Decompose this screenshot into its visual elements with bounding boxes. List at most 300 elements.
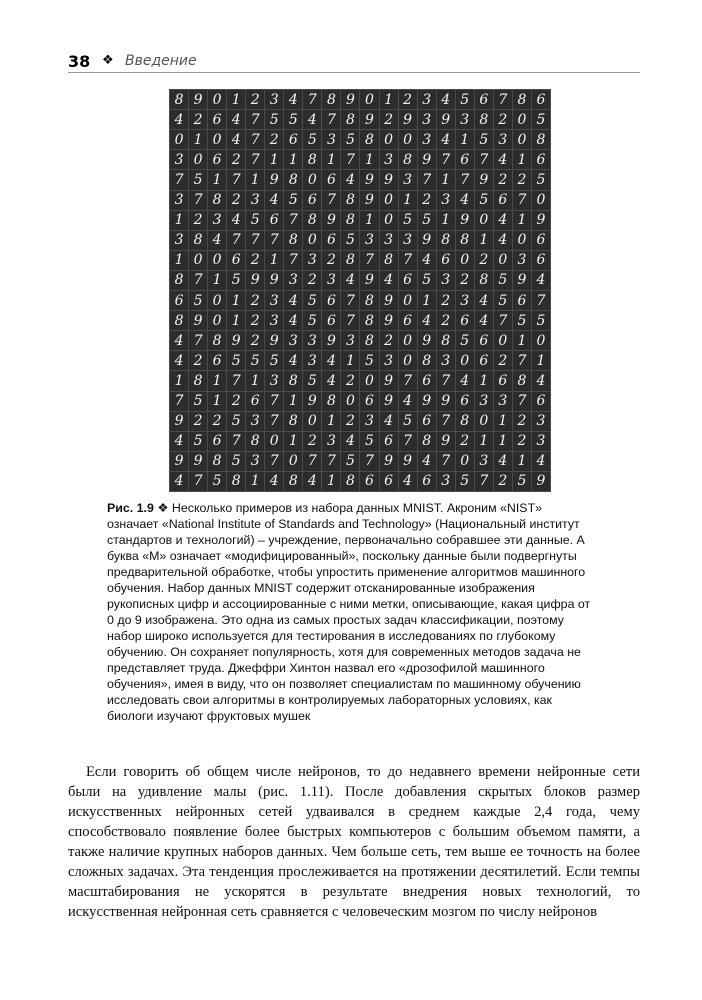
- digit-cell: 4: [341, 432, 359, 451]
- digit-cell: 4: [475, 311, 493, 330]
- digit-cell: 9: [475, 170, 493, 189]
- digit-cell: 8: [208, 452, 226, 471]
- digit-cell: 8: [475, 271, 493, 290]
- digit-cell: 3: [475, 392, 493, 411]
- digit-cell: 8: [456, 412, 474, 431]
- digit-cell: 6: [208, 432, 226, 451]
- digit-cell: 2: [418, 191, 436, 210]
- digit-cell: 4: [284, 90, 302, 109]
- digit-cell: 7: [475, 472, 493, 491]
- digit-cell: 3: [494, 392, 512, 411]
- digit-cell: 2: [246, 251, 264, 270]
- digit-cell: 6: [532, 231, 550, 250]
- digit-cell: 9: [189, 90, 207, 109]
- digit-cell: 3: [170, 231, 188, 250]
- digit-cell: 9: [360, 191, 378, 210]
- digit-cell: 3: [303, 251, 321, 270]
- digit-cell: 2: [380, 110, 398, 129]
- digit-cell: 9: [380, 452, 398, 471]
- digit-cell: 8: [341, 110, 359, 129]
- digit-cell: 1: [208, 170, 226, 189]
- digit-cell: 6: [360, 472, 378, 491]
- digit-cell: 0: [208, 130, 226, 149]
- digit-cell: 8: [341, 472, 359, 491]
- digit-cell: 3: [437, 191, 455, 210]
- digit-cell: 0: [189, 251, 207, 270]
- digit-cell: 3: [246, 452, 264, 471]
- digit-cell: 3: [246, 191, 264, 210]
- digit-cell: 7: [227, 231, 245, 250]
- digit-cell: 7: [513, 191, 531, 210]
- digit-cell: 6: [418, 412, 436, 431]
- digit-cell: 7: [532, 291, 550, 310]
- digit-cell: 7: [189, 331, 207, 350]
- digit-cell: 4: [170, 351, 188, 370]
- digit-cell: 3: [170, 150, 188, 169]
- digit-cell: 0: [513, 231, 531, 250]
- digit-cell: 1: [341, 351, 359, 370]
- digit-cell: 5: [265, 110, 283, 129]
- digit-cell: 6: [532, 251, 550, 270]
- digit-cell: 4: [208, 231, 226, 250]
- digit-cell: 0: [513, 130, 531, 149]
- digit-cell: 2: [322, 251, 340, 270]
- digit-cell: 7: [227, 371, 245, 390]
- digit-cell: 6: [418, 371, 436, 390]
- digit-cell: 5: [265, 351, 283, 370]
- digit-cell: 7: [494, 311, 512, 330]
- digit-cell: 1: [513, 452, 531, 471]
- digit-cell: 7: [437, 412, 455, 431]
- digit-cell: 1: [437, 170, 455, 189]
- digit-cell: 4: [341, 271, 359, 290]
- digit-cell: 2: [513, 432, 531, 451]
- digit-cell: 2: [513, 170, 531, 189]
- digit-cell: 5: [341, 452, 359, 471]
- digit-cell: 9: [380, 311, 398, 330]
- digit-cell: 0: [532, 331, 550, 350]
- digit-cell: 1: [475, 231, 493, 250]
- digit-cell: 8: [246, 432, 264, 451]
- digit-cell: 9: [532, 472, 550, 491]
- digit-cell: 0: [208, 251, 226, 270]
- digit-cell: 3: [341, 331, 359, 350]
- digit-cell: 0: [380, 211, 398, 230]
- digit-cell: 4: [494, 452, 512, 471]
- digit-cell: 9: [360, 110, 378, 129]
- digit-cell: 3: [284, 271, 302, 290]
- digit-cell: 3: [380, 150, 398, 169]
- digit-cell: 8: [170, 311, 188, 330]
- digit-cell: 0: [532, 191, 550, 210]
- digit-cell: 8: [513, 371, 531, 390]
- digit-cell: 5: [303, 371, 321, 390]
- digit-cell: 9: [380, 371, 398, 390]
- digit-cell: 8: [456, 231, 474, 250]
- digit-cell: 5: [456, 90, 474, 109]
- digit-cell: 7: [189, 191, 207, 210]
- digit-cell: 6: [303, 191, 321, 210]
- digit-cell: 1: [456, 130, 474, 149]
- digit-cell: 5: [475, 130, 493, 149]
- digit-cell: 7: [189, 271, 207, 290]
- digit-cell: 9: [360, 170, 378, 189]
- digit-cell: 5: [360, 432, 378, 451]
- digit-cell: 3: [246, 412, 264, 431]
- digit-cell: 9: [418, 150, 436, 169]
- digit-cell: 8: [227, 472, 245, 491]
- digit-cell: 3: [418, 130, 436, 149]
- digit-cell: 6: [322, 311, 340, 330]
- digit-cell: 5: [494, 271, 512, 290]
- digit-cell: 5: [399, 412, 417, 431]
- digit-cell: 5: [227, 351, 245, 370]
- digit-cell: 1: [208, 392, 226, 411]
- digit-cell: 6: [265, 211, 283, 230]
- digit-cell: 7: [341, 291, 359, 310]
- digit-cell: 3: [208, 211, 226, 230]
- digit-cell: 6: [494, 191, 512, 210]
- digit-cell: 1: [494, 412, 512, 431]
- digit-cell: 4: [494, 231, 512, 250]
- digit-cell: 1: [265, 251, 283, 270]
- digit-cell: 6: [208, 150, 226, 169]
- digit-cell: 9: [170, 412, 188, 431]
- digit-cell: 1: [475, 371, 493, 390]
- digit-cell: 8: [341, 191, 359, 210]
- digit-cell: 3: [532, 432, 550, 451]
- digit-cell: 7: [513, 351, 531, 370]
- digit-cell: 6: [399, 311, 417, 330]
- digit-cell: 0: [303, 231, 321, 250]
- digit-cell: 5: [456, 472, 474, 491]
- digit-cell: 1: [322, 150, 340, 169]
- digit-cell: 7: [322, 191, 340, 210]
- digit-cell: 4: [265, 472, 283, 491]
- digit-cell: 5: [399, 211, 417, 230]
- digit-cell: 5: [246, 351, 264, 370]
- digit-cell: 9: [399, 452, 417, 471]
- digit-cell: 4: [265, 191, 283, 210]
- digit-cell: 2: [494, 110, 512, 129]
- digit-cell: 3: [532, 412, 550, 431]
- digit-cell: 7: [265, 452, 283, 471]
- digit-cell: 2: [456, 271, 474, 290]
- digit-cell: 6: [532, 90, 550, 109]
- page-number: 38: [68, 52, 91, 71]
- digit-cell: 2: [265, 130, 283, 149]
- digit-cell: 9: [265, 170, 283, 189]
- digit-cell: 9: [532, 211, 550, 230]
- digit-cell: 5: [189, 392, 207, 411]
- digit-cell: 6: [399, 271, 417, 290]
- digit-cell: 5: [418, 271, 436, 290]
- digit-cell: 0: [170, 130, 188, 149]
- digit-cell: 5: [189, 291, 207, 310]
- digit-cell: 4: [475, 291, 493, 310]
- digit-cell: 0: [513, 110, 531, 129]
- digit-cell: 7: [399, 251, 417, 270]
- digit-cell: 3: [322, 432, 340, 451]
- digit-cell: 6: [456, 150, 474, 169]
- digit-cell: 3: [399, 231, 417, 250]
- digit-cell: 1: [170, 371, 188, 390]
- digit-cell: 6: [322, 170, 340, 189]
- digit-cell: 8: [322, 392, 340, 411]
- digit-cell: 6: [322, 291, 340, 310]
- digit-cell: 9: [322, 211, 340, 230]
- digit-cell: 7: [303, 90, 321, 109]
- digit-cell: 8: [284, 412, 302, 431]
- digit-cell: 6: [380, 432, 398, 451]
- digit-cell: 5: [208, 472, 226, 491]
- digit-cell: 3: [380, 351, 398, 370]
- digit-cell: 3: [380, 231, 398, 250]
- digit-cell: 6: [418, 472, 436, 491]
- digit-cell: 8: [208, 191, 226, 210]
- digit-cell: 3: [456, 291, 474, 310]
- digit-cell: 1: [170, 251, 188, 270]
- digit-cell: 7: [360, 251, 378, 270]
- digit-cell: 4: [494, 211, 512, 230]
- digit-cell: 1: [189, 130, 207, 149]
- digit-cell: 9: [265, 271, 283, 290]
- digit-cell: 8: [360, 331, 378, 350]
- digit-cell: 0: [399, 331, 417, 350]
- digit-cell: 7: [360, 452, 378, 471]
- digit-cell: 9: [303, 392, 321, 411]
- digit-cell: 0: [265, 432, 283, 451]
- digit-cell: 3: [265, 291, 283, 310]
- digit-cell: 2: [437, 311, 455, 330]
- digit-cell: 2: [303, 271, 321, 290]
- digit-cell: 3: [303, 331, 321, 350]
- digit-cell: 3: [399, 170, 417, 189]
- digit-cell: 6: [456, 311, 474, 330]
- digit-cell: 9: [418, 231, 436, 250]
- digit-cell: 7: [265, 231, 283, 250]
- digit-cell: 1: [437, 211, 455, 230]
- digit-cell: 0: [360, 90, 378, 109]
- body-paragraph: Если говорить об общем числе нейронов, то до недавнего времени нейронные сети были на удивление малы (рис. 1.11). После добавления скрытых блоков размер искусственных нейронных сетей удваивался в среднем каждые 2,4 года, чему способствовало появление более быстрых компьютеров с большим объемом памяти, а также наличие крупных наборов данных. Чем больше сеть, тем выше ее точность на более сложных задачах. Эта тенденция прослеживается на протяжении десятилетий. Если темпы масштабирования не ускорятся в результате внедрения новых технологий, то искусственная нейронная сеть сравняется с человеческим мозгом по числу нейронов: [68, 764, 640, 920]
- digit-cell: 8: [341, 211, 359, 230]
- digit-cell: 5: [189, 170, 207, 189]
- digit-cell: 4: [418, 251, 436, 270]
- digit-cell: 4: [418, 452, 436, 471]
- caption-label: Рис. 1.9: [107, 501, 154, 515]
- digit-cell: 6: [360, 392, 378, 411]
- digit-cell: 4: [303, 472, 321, 491]
- digit-cell: 3: [322, 130, 340, 149]
- digit-cell: 3: [303, 351, 321, 370]
- digit-cell: 3: [284, 331, 302, 350]
- digit-cell: 2: [189, 110, 207, 129]
- digit-cell: 3: [437, 351, 455, 370]
- digit-cell: 4: [418, 311, 436, 330]
- digit-cell: 5: [360, 351, 378, 370]
- digit-cell: 0: [341, 392, 359, 411]
- digit-cell: 4: [532, 271, 550, 290]
- digit-cell: 1: [418, 291, 436, 310]
- digit-cell: 7: [418, 170, 436, 189]
- digit-cell: 4: [341, 170, 359, 189]
- digit-cell: 8: [360, 291, 378, 310]
- digit-cell: 5: [227, 412, 245, 431]
- digit-cell: 0: [284, 452, 302, 471]
- digit-cell: 6: [437, 251, 455, 270]
- digit-cell: 8: [170, 271, 188, 290]
- digit-cell: 6: [284, 130, 302, 149]
- digit-cell: 6: [475, 351, 493, 370]
- digit-cell: 0: [399, 291, 417, 310]
- digit-cell: 3: [265, 90, 283, 109]
- digit-cell: 0: [494, 331, 512, 350]
- digit-cell: 2: [189, 211, 207, 230]
- page-header: [68, 52, 640, 72]
- digit-cell: 2: [246, 331, 264, 350]
- digit-cell: 5: [227, 271, 245, 290]
- digit-cell: 1: [322, 472, 340, 491]
- digit-cell: 8: [513, 90, 531, 109]
- digit-cell: 7: [399, 371, 417, 390]
- digit-cell: 2: [494, 472, 512, 491]
- digit-cell: 0: [494, 251, 512, 270]
- digit-cell: 6: [208, 110, 226, 129]
- digit-cell: 1: [227, 311, 245, 330]
- digit-cell: 6: [380, 472, 398, 491]
- digit-cell: 7: [437, 150, 455, 169]
- digit-cell: 8: [437, 331, 455, 350]
- digit-cell: 7: [189, 472, 207, 491]
- digit-cell: 2: [475, 251, 493, 270]
- separator-icon: ❖: [102, 53, 114, 68]
- digit-cell: 7: [437, 452, 455, 471]
- digit-cell: 6: [475, 331, 493, 350]
- digit-cell: 6: [227, 251, 245, 270]
- digit-cell: 1: [246, 371, 264, 390]
- digit-cell: 0: [208, 311, 226, 330]
- digit-cell: 5: [246, 211, 264, 230]
- digit-cell: 9: [380, 392, 398, 411]
- digit-cell: 9: [246, 271, 264, 290]
- digit-cell: 5: [456, 331, 474, 350]
- digit-cell: 5: [475, 191, 493, 210]
- digit-cell: 1: [246, 472, 264, 491]
- digit-cell: 2: [189, 351, 207, 370]
- digit-cell: 7: [284, 211, 302, 230]
- digit-cell: 9: [189, 452, 207, 471]
- digit-cell: 4: [456, 191, 474, 210]
- digit-cell: 8: [208, 331, 226, 350]
- digit-cell: 2: [246, 311, 264, 330]
- digit-cell: 1: [208, 371, 226, 390]
- digit-cell: 7: [170, 392, 188, 411]
- digit-cell: 2: [227, 392, 245, 411]
- digit-cell: 0: [380, 191, 398, 210]
- digit-cell: 1: [532, 351, 550, 370]
- digit-cell: 4: [303, 110, 321, 129]
- digit-cell: 5: [341, 130, 359, 149]
- caption-icon: ❖: [157, 501, 169, 515]
- digit-cell: 4: [170, 110, 188, 129]
- digit-cell: 1: [170, 211, 188, 230]
- digit-cell: 7: [227, 432, 245, 451]
- digit-cell: 9: [437, 110, 455, 129]
- digit-cell: 4: [170, 472, 188, 491]
- digit-cell: 5: [227, 452, 245, 471]
- digit-cell: 3: [418, 90, 436, 109]
- digit-cell: 8: [532, 130, 550, 149]
- digit-cell: 0: [189, 150, 207, 169]
- digit-cell: 0: [208, 90, 226, 109]
- digit-cell: 2: [341, 412, 359, 431]
- digit-cell: 1: [360, 211, 378, 230]
- digit-cell: 6: [208, 351, 226, 370]
- digit-cell: 5: [494, 291, 512, 310]
- digit-cell: 9: [437, 392, 455, 411]
- digit-cell: 3: [265, 371, 283, 390]
- digit-cell: 3: [456, 110, 474, 129]
- digit-cell: 1: [380, 90, 398, 109]
- digit-cell: 7: [513, 392, 531, 411]
- digit-cell: 1: [513, 211, 531, 230]
- digit-cell: 9: [513, 271, 531, 290]
- digit-cell: 2: [399, 90, 417, 109]
- digit-cell: 4: [322, 351, 340, 370]
- digit-cell: 7: [246, 130, 264, 149]
- digit-cell: 0: [475, 211, 493, 230]
- digit-cell: 3: [437, 271, 455, 290]
- digit-cell: 8: [284, 472, 302, 491]
- digit-cell: 1: [360, 150, 378, 169]
- digit-cell: 8: [170, 90, 188, 109]
- digit-cell: 2: [341, 371, 359, 390]
- digit-cell: 4: [284, 291, 302, 310]
- digit-cell: 0: [208, 291, 226, 310]
- digit-cell: 1: [475, 432, 493, 451]
- digit-cell: 9: [399, 110, 417, 129]
- digit-cell: 3: [513, 251, 531, 270]
- digit-cell: 1: [513, 150, 531, 169]
- digit-cell: 5: [513, 472, 531, 491]
- digit-cell: 4: [284, 311, 302, 330]
- digit-cell: 6: [494, 371, 512, 390]
- digit-cell: 8: [322, 90, 340, 109]
- header-rule: [68, 72, 640, 73]
- digit-cell: 1: [265, 150, 283, 169]
- digit-cell: 7: [437, 371, 455, 390]
- digit-cell: 6: [513, 291, 531, 310]
- digit-cell: 8: [284, 231, 302, 250]
- digit-cell: 6: [475, 90, 493, 109]
- digit-cell: 1: [494, 432, 512, 451]
- digit-cell: 6: [532, 150, 550, 169]
- digit-cell: 7: [341, 311, 359, 330]
- digit-cell: 9: [227, 331, 245, 350]
- digit-cell: 1: [322, 412, 340, 431]
- digit-cell: 4: [532, 452, 550, 471]
- digit-cell: 4: [532, 371, 550, 390]
- digit-cell: 1: [513, 331, 531, 350]
- digit-cell: 8: [189, 231, 207, 250]
- digit-cell: 4: [437, 90, 455, 109]
- digit-cell: 5: [303, 311, 321, 330]
- digit-cell: 7: [475, 150, 493, 169]
- digit-cell: 4: [399, 392, 417, 411]
- digit-cell: 6: [170, 291, 188, 310]
- digit-cell: 0: [380, 130, 398, 149]
- digit-cell: 7: [341, 150, 359, 169]
